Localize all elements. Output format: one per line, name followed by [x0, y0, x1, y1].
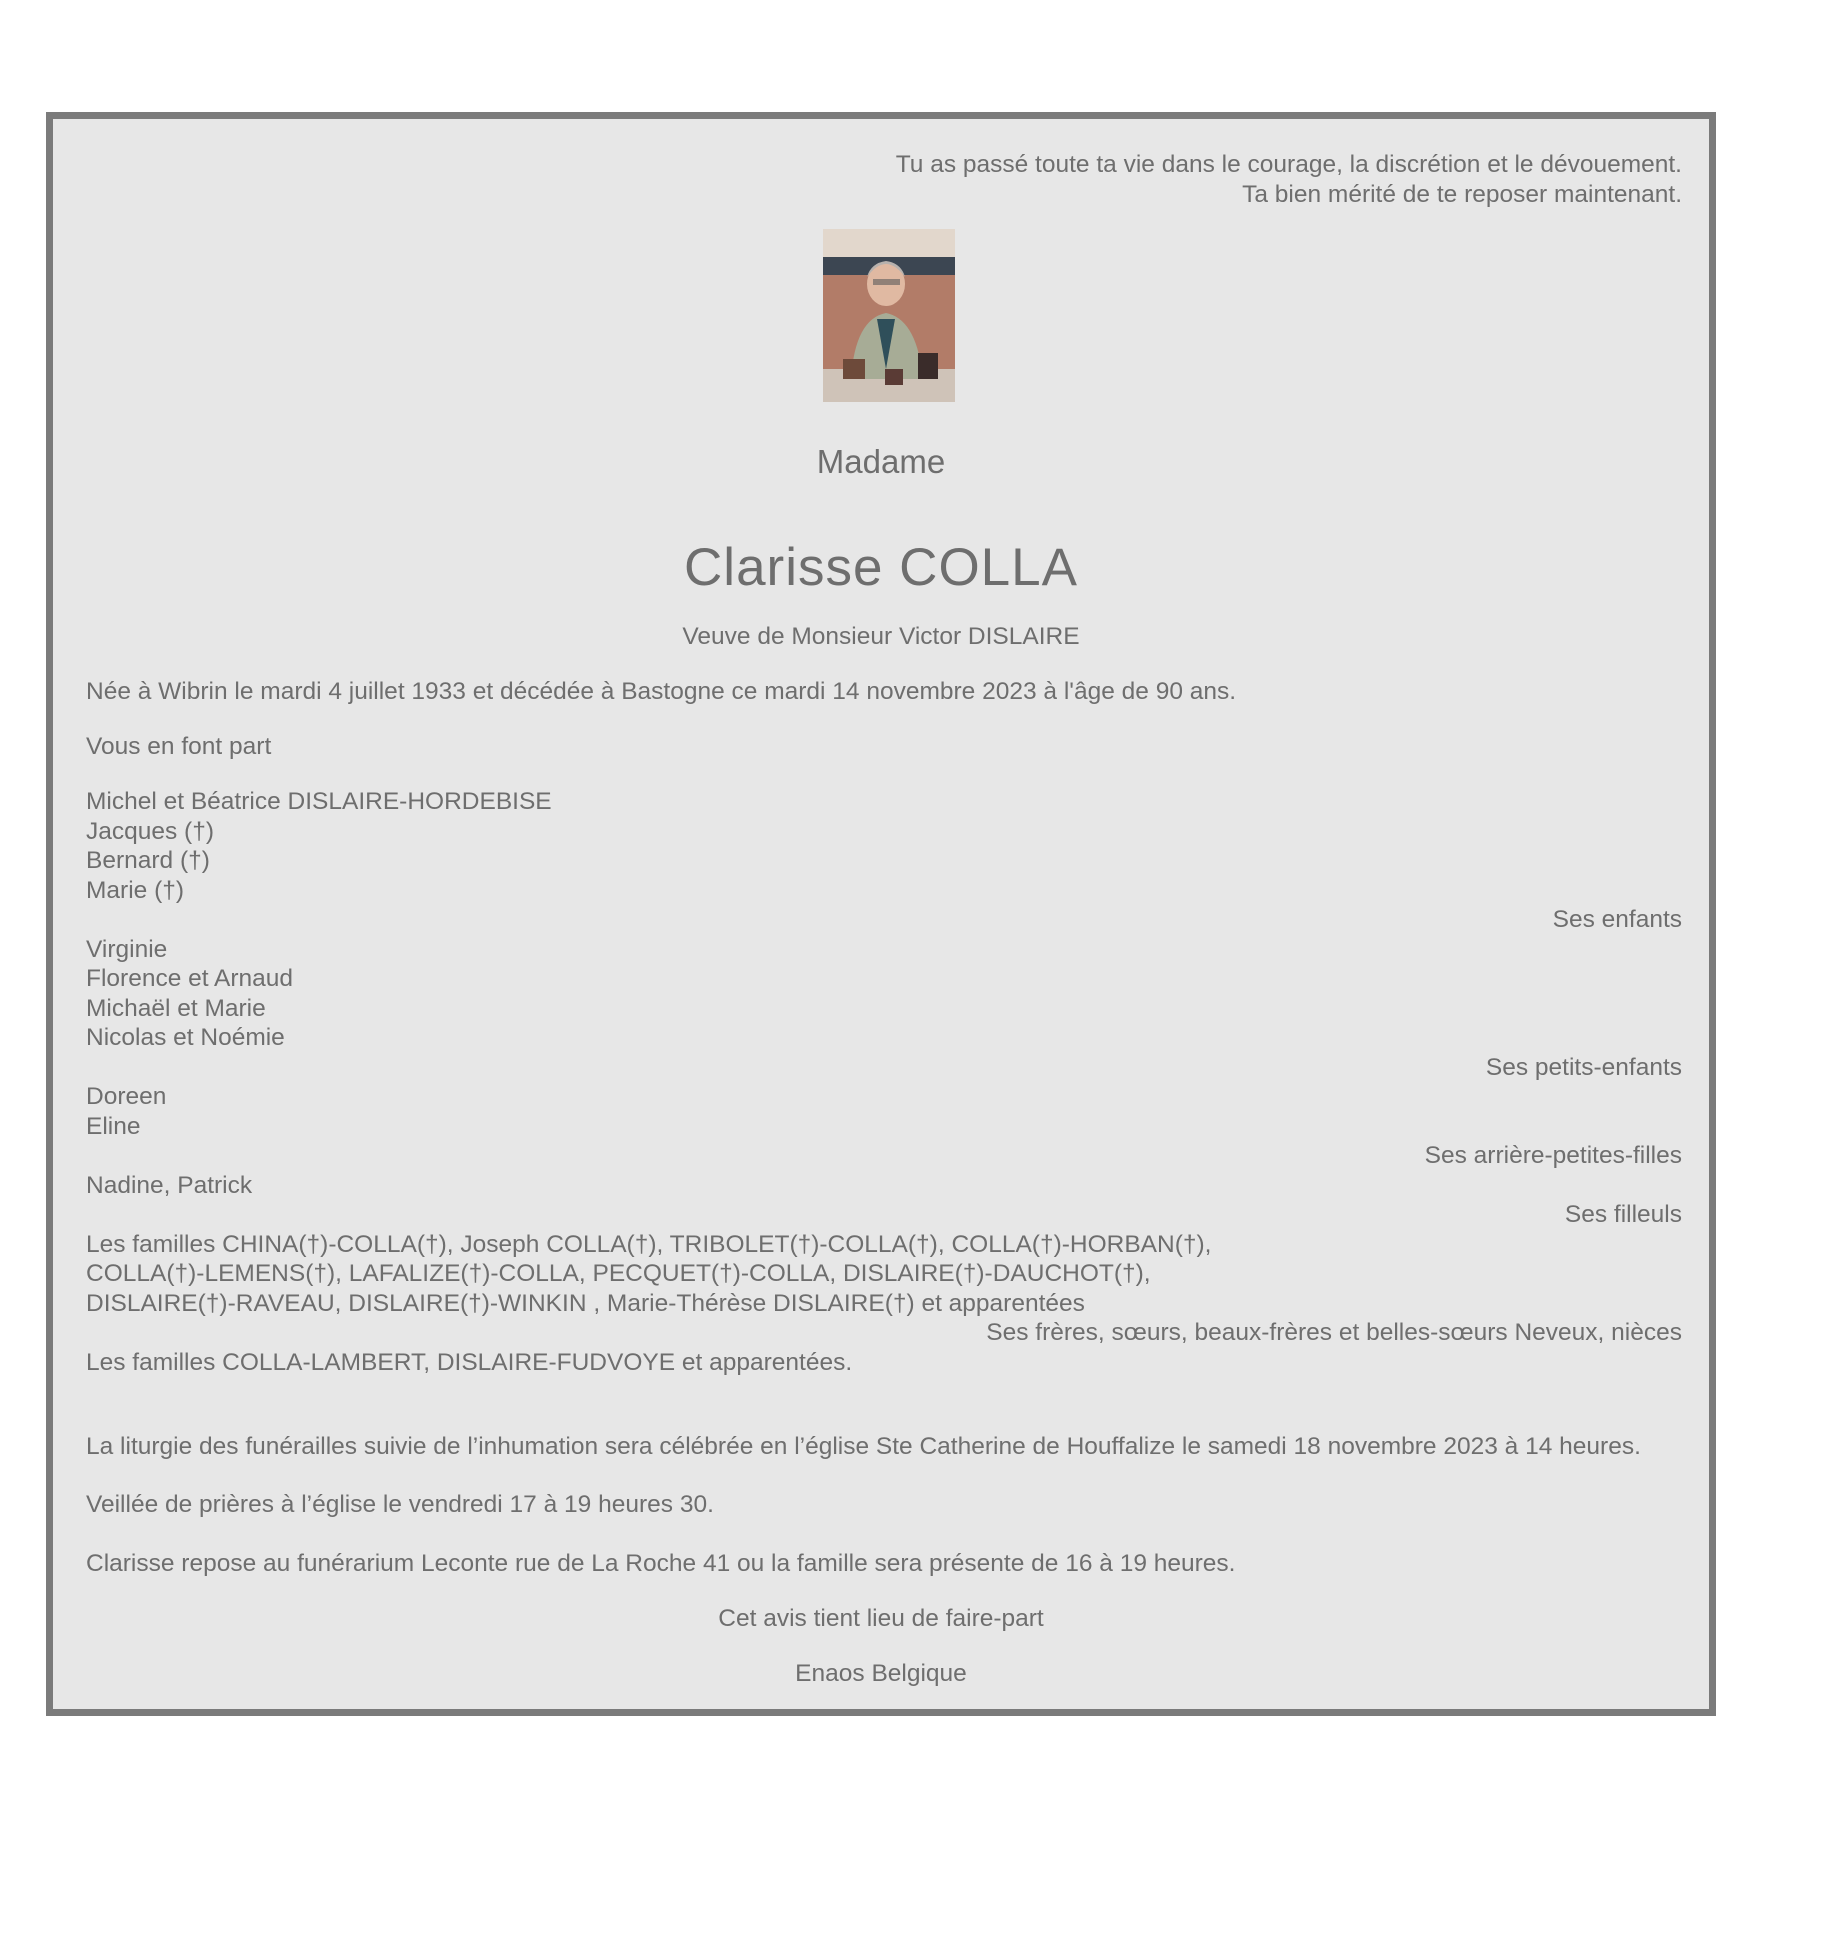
siblings-label: Ses frères, sœurs, beaux-frères et belles-sœurs Neveux, nièces [986, 1319, 1682, 1346]
epitaph-quote [896, 150, 1682, 210]
widow-of: Veuve de Monsieur Victor DISLAIRE [682, 623, 1080, 650]
grandchild-name: Nicolas et Noémie [86, 1024, 285, 1051]
godchildren-label: Ses filleuls [1564, 1201, 1682, 1228]
families-line: Les familles COLLA-LAMBERT, DISLAIRE-FUDVOYE et apparentées. [86, 1349, 853, 1376]
siblings-line: DISLAIRE(†)-RAVEAU, DISLAIRE(†)-WINKIN , Marie-Thérèse DISLAIRE(†) et apparentées [86, 1290, 1085, 1317]
great-grandchildren-label: Ses arrière-petites-filles [1424, 1142, 1682, 1169]
epitaph-line-1: Tu as passé toute ta vie dans le courage, la discrétion et le dévouement. [895, 151, 1682, 178]
child-name: Jacques (†) [86, 818, 215, 845]
great-grandchild-name: Doreen [86, 1083, 167, 1110]
funeral-info: La liturgie des funérailles suivie de l’inhumation sera célébrée en l’église Ste Catherine de Houffalize le samedi 18 novembre 2023 à 14 heures. [86, 1433, 1641, 1460]
grandchild-name: Michaël et Marie [86, 995, 266, 1022]
birth-death-info: Née à Wibrin le mardi 4 juillet 1933 et décédée à Bastogne ce mardi 14 novembre 2023 à l'âge de 90 ans. [86, 678, 1237, 705]
siblings-line: Les familles CHINA(†)-COLLA(†), Joseph COLLA(†), TRIBOLET(†)-COLLA(†), COLLA(†)-HORBAN(†), [86, 1231, 1212, 1258]
publisher-name: Enaos Belgique [795, 1660, 967, 1687]
announce-line: Vous en font part [86, 733, 272, 760]
title-honorific: Madame [816, 443, 946, 480]
children-label: Ses enfants [1552, 906, 1682, 933]
epitaph-line-2: Ta bien mérité de te reposer maintenant. [1242, 181, 1682, 208]
godchildren-names: Nadine, Patrick [86, 1172, 253, 1199]
child-name: Bernard (†) [86, 847, 210, 874]
child-name: Marie (†) [86, 877, 185, 904]
grandchild-name: Florence et Arnaud [86, 965, 294, 992]
repose-info: Clarisse repose au funérarium Leconte rue de La Roche 41 ou la famille sera présente de 16 à 19 heures. [86, 1550, 1236, 1577]
grandchildren-label: Ses petits-enfants [1485, 1054, 1682, 1081]
child-name: Michel et Béatrice DISLAIRE-HORDEBISE [86, 788, 552, 815]
notice-line: Cet avis tient lieu de faire-part [718, 1605, 1044, 1632]
obituary-card [46, 112, 1716, 1716]
vigil-info: Veillée de prières à l’église le vendredi 17 à 19 heures 30. [86, 1491, 714, 1518]
grandchild-name: Virginie [86, 936, 168, 963]
deceased-name: Clarisse COLLA [684, 538, 1078, 597]
siblings-line: COLLA(†)-LEMENS(†), LAFALIZE(†)-COLLA, PECQUET(†)-COLLA, DISLAIRE(†)-DAUCHOT(†), [86, 1260, 1151, 1287]
great-grandchild-name: Eline [86, 1113, 141, 1140]
portrait-photo [823, 229, 955, 402]
